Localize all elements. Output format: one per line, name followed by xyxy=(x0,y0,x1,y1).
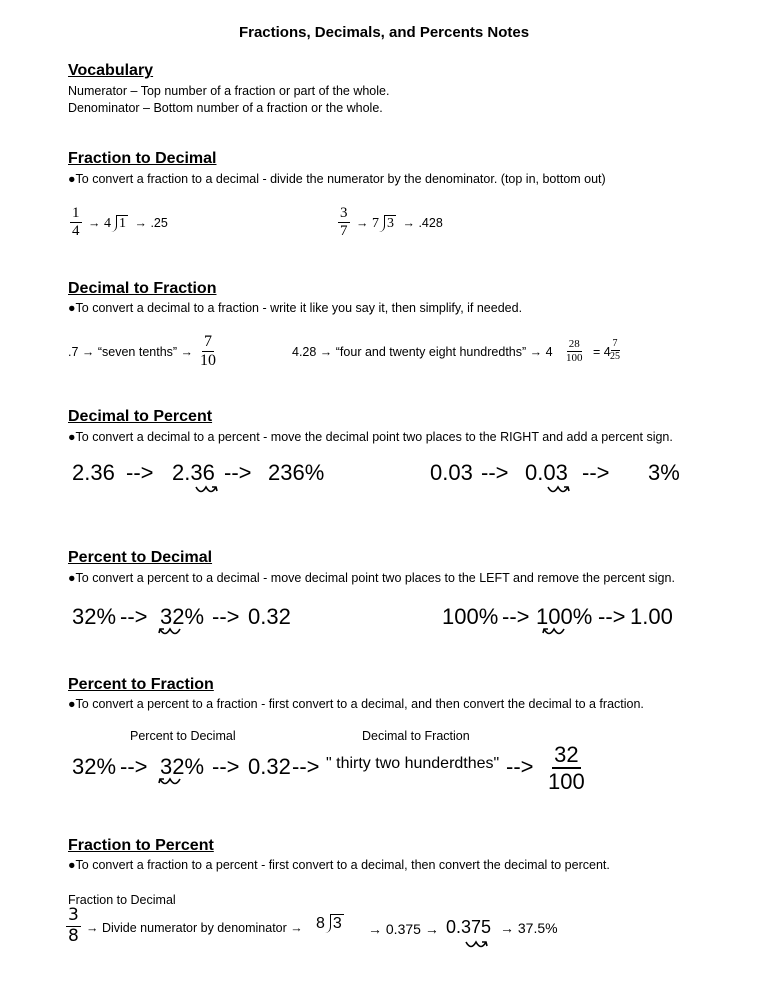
fraction-to-decimal-label: Fraction to Decimal xyxy=(68,893,176,907)
percent-to-fraction-heading: Percent to Fraction xyxy=(68,676,214,693)
decimal-move-arcs-icon xyxy=(544,483,580,497)
arrow: --> xyxy=(481,460,509,485)
percent-to-fraction-rule: ●To convert a percent to a fraction - first convert to a decimal, and then convert the decimal to a fraction. xyxy=(68,697,644,711)
percent-to-fraction-step-3: 0.32 xyxy=(248,754,291,779)
decimal-move-arcs-icon xyxy=(462,938,496,952)
fraction-to-percent-rule: ●To convert a fraction to a percent - first convert to a decimal, then convert the decimal to percent. xyxy=(68,858,610,872)
decimal-move-arcs-icon xyxy=(192,483,228,497)
percent-to-decimal-example-1-moved: 32% xyxy=(160,604,205,629)
arrow: --> xyxy=(224,460,252,485)
fraction-to-percent-heading: Fraction to Percent xyxy=(68,837,214,854)
decimal-to-fraction-label: Decimal to Fraction xyxy=(362,729,470,743)
fraction-three-sevenths: $\frac{3}{7}$ xyxy=(340,205,348,240)
decimal-move-arcs-icon xyxy=(528,624,572,640)
decimal-to-fraction-example-1: .7 → “seven tenths” → xyxy=(68,345,194,359)
decimal-to-percent-example-1-result: 236% xyxy=(268,460,325,485)
percent-to-decimal-example-1-value: 32% xyxy=(72,604,117,629)
divide-instruction: → Divide numerator by denominator → xyxy=(86,921,303,935)
arrow: --> xyxy=(502,604,530,629)
fraction-one-fourth: $\frac{1}{4}$ xyxy=(72,205,80,240)
percent-to-decimal-example-2-result: 1.00 xyxy=(630,604,673,629)
long-division-8-into-3: 8 3 xyxy=(316,915,342,932)
percent-to-decimal-rule: ●To convert a percent to a decimal - move decimal point two places to the LEFT and remove the percent sign. xyxy=(68,571,675,585)
percent-to-fraction-step-1: 32% xyxy=(72,754,117,779)
fraction-to-decimal-example-1: → 4 1 → .25 xyxy=(88,216,168,231)
arrow: --> xyxy=(212,754,240,779)
fraction-32-hundredths: $\frac{32}{100}$ xyxy=(548,742,585,795)
vocabulary-heading: Vocabulary xyxy=(68,62,154,79)
fraction-seven-25ths: $\frac{7}{25}$ xyxy=(610,338,620,362)
spoken-decimal: " thirty two hunderdthes" xyxy=(326,755,500,772)
arrow: --> xyxy=(212,604,240,629)
page-title: Fractions, Decimals, and Percents Notes xyxy=(238,24,530,41)
decimal-moved: 0.375 xyxy=(446,917,492,937)
percent-to-decimal-example-1-result: 0.32 xyxy=(248,604,291,629)
percent-to-decimal-example-2-value: 100% xyxy=(442,604,499,629)
decimal-to-percent-example-1-value: 2.36 xyxy=(72,460,115,485)
fraction-28-hundredths: $\frac{28}{100}$ xyxy=(566,338,583,364)
arrow: --> xyxy=(582,460,610,485)
denominator-definition: Denominator – Bottom number of a fraction or the whole. xyxy=(68,101,383,115)
decimal-to-percent-example-2-result: 3% xyxy=(648,460,680,485)
decimal-to-fraction-rule: ●To convert a decimal to a fraction - write it like you say it, then simplify, if needed. xyxy=(68,301,523,315)
fraction-to-decimal-example-2: → 7 3 → .428 xyxy=(356,216,443,231)
fraction-seven-tenths: $\frac{7}{10}$ xyxy=(200,333,216,370)
decimal-move-arcs-icon xyxy=(150,624,186,640)
decimal-to-percent-rule: ●To convert a decimal to a percent - move the decimal point two places to the RIGHT and add a percent sign. xyxy=(68,430,673,444)
decimal-to-percent-example-2-value: 0.03 xyxy=(430,460,473,485)
decimal-to-percent-example-2-moved: 0.03 xyxy=(525,460,568,485)
arrow: --> xyxy=(120,604,148,629)
decimal-to-fraction-example-2: 4.28 → “four and twenty eight hundredths” → 4 xyxy=(292,345,553,359)
percent-to-decimal-heading: Percent to Decimal xyxy=(68,549,213,566)
decimal-to-percent-example-1-moved: 2.36 xyxy=(172,460,215,485)
arrow: --> xyxy=(598,604,626,629)
decimal-to-fraction-heading: Decimal to Fraction xyxy=(68,280,217,297)
equals-four: = 4 xyxy=(593,345,611,359)
decimal-result-step: → 0.375 → xyxy=(368,921,439,937)
arrow: --> xyxy=(292,754,320,779)
fraction-to-decimal-heading: Fraction to Decimal xyxy=(68,150,217,167)
percent-to-fraction-step-2: 32% xyxy=(160,754,205,779)
fraction-to-decimal-rule: ●To convert a fraction to a decimal - divide the numerator by the denominator. (top in, bottom out) xyxy=(68,172,606,186)
decimal-move-arcs-icon xyxy=(150,774,186,790)
percent-to-decimal-label: Percent to Decimal xyxy=(130,729,236,743)
percent-result: → 37.5% xyxy=(500,920,558,936)
arrow: --> xyxy=(506,754,534,779)
arrow: --> xyxy=(120,754,148,779)
decimal-to-percent-heading: Decimal to Percent xyxy=(68,408,213,425)
percent-to-decimal-example-2-moved: 100% xyxy=(536,604,593,629)
fraction-three-eighths: $\frac{3}{8}$ xyxy=(68,905,79,946)
numerator-definition: Numerator – Top number of a fraction or part of the whole. xyxy=(68,84,390,98)
arrow: --> xyxy=(126,460,154,485)
